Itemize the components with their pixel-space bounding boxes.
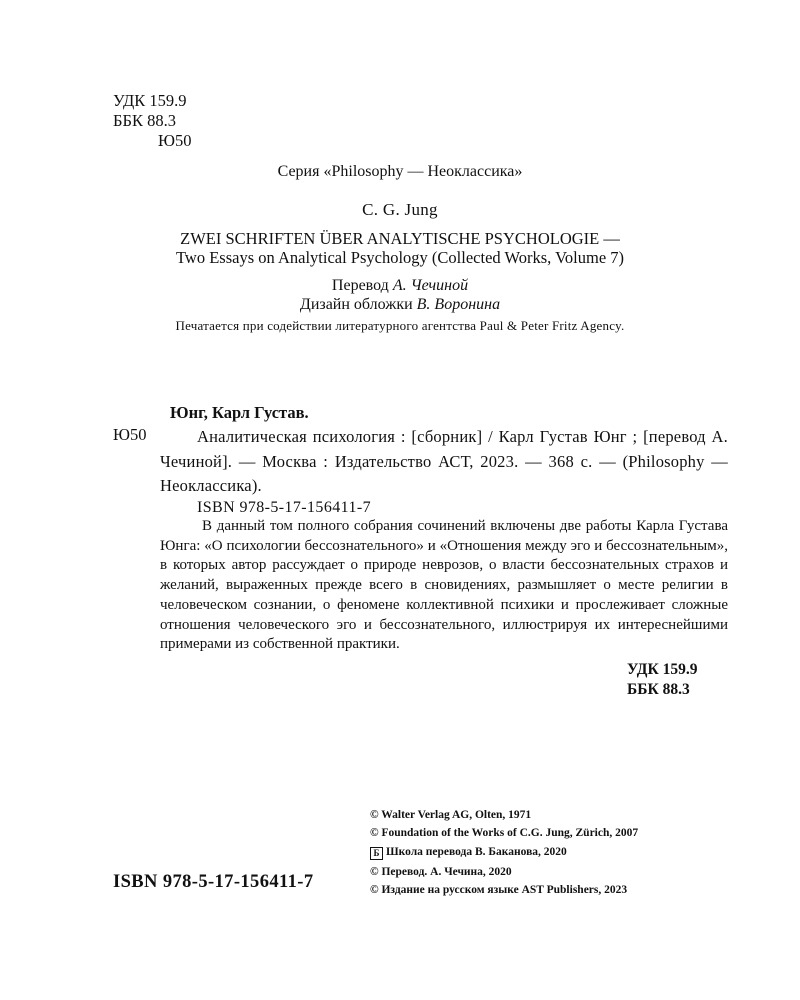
copyright-line: © Издание на русском языке AST Publishers, 2023 (370, 883, 628, 896)
translator-label: Перевод (331, 277, 393, 294)
udk-code: УДК 159.9 (113, 91, 187, 110)
cover-design-label: Дизайн обложки (299, 296, 417, 313)
copyright-line-school (370, 843, 638, 861)
translation-school-logo-icon: Б (370, 847, 383, 860)
catalog-description: Аналитическая психология : [сборник] / Карл Густав Юнг ; [перевод А. Чечиной]. — Москва : Издательство АСТ, 2023. — 368 с. — (Philosophy — Неоклассика). (160, 427, 728, 495)
bbk-code: ББК 88.3 (113, 111, 176, 130)
catalog-bbk: ББК 88.3 (627, 681, 690, 698)
classification-codes (113, 91, 191, 151)
isbn-large: ISBN 978-5-17-156411-7 (113, 872, 314, 892)
cover-designer-name: В. Воронина (416, 296, 501, 313)
catalog-code: Ю50 (113, 425, 147, 444)
series-line: Серия «Philosophy — Неоклассика» (277, 163, 523, 180)
copyright-line: © Перевод. А. Чечина, 2020 (370, 865, 512, 878)
author-mark: Ю50 (158, 131, 192, 150)
cover-design-line (0, 296, 800, 314)
copyright-block (370, 806, 638, 899)
agency-note: Печатается при содействии литературного агентства Paul & Peter Fritz Agency. (175, 318, 625, 333)
original-title: ZWEI SCHRIFTEN ÜBER ANALYTISCHE PSYCHOLOGIE — (180, 229, 620, 248)
catalog-isbn: ISBN 978-5-17-156411-7 (197, 499, 371, 516)
catalog-codes (627, 660, 697, 700)
catalog-heading: Юнг, Карл Густав. (170, 403, 309, 422)
english-title: Two Essays on Analytical Psychology (Collected Works, Volume 7) (175, 248, 625, 267)
translator-name: А. Чечиной (392, 277, 469, 294)
copyright-line: © Foundation of the Works of C.G. Jung, Zürich, 2007 (370, 827, 639, 840)
translator-line (0, 277, 800, 295)
catalog-annotation: В данный том полного собрания сочинений включены две работы Карла Густава Юнга: «О психологии бессознательного» и «Отношения между эго и бессознательным», в которых автор рассуждает о природе неврозов, о власти бессознательных страхов и желаний, выраженных прежде всего в сновидениях, размышляет о месте религии в человеческом сознании, о феномене коллективной психики и прослеживает сложные отношения человеческого эго и бессознательного, иллюстрируя их интереснейшими примерами из собственной практики. (160, 518, 728, 653)
catalog-udk: УДК 159.9 (627, 661, 698, 678)
copyright-line: © Walter Verlag AG, Olten, 1971 (370, 809, 532, 821)
author-name: C. G. Jung (362, 200, 438, 219)
school-text: Школа перевода В. Баканова, 2020 (386, 846, 567, 859)
